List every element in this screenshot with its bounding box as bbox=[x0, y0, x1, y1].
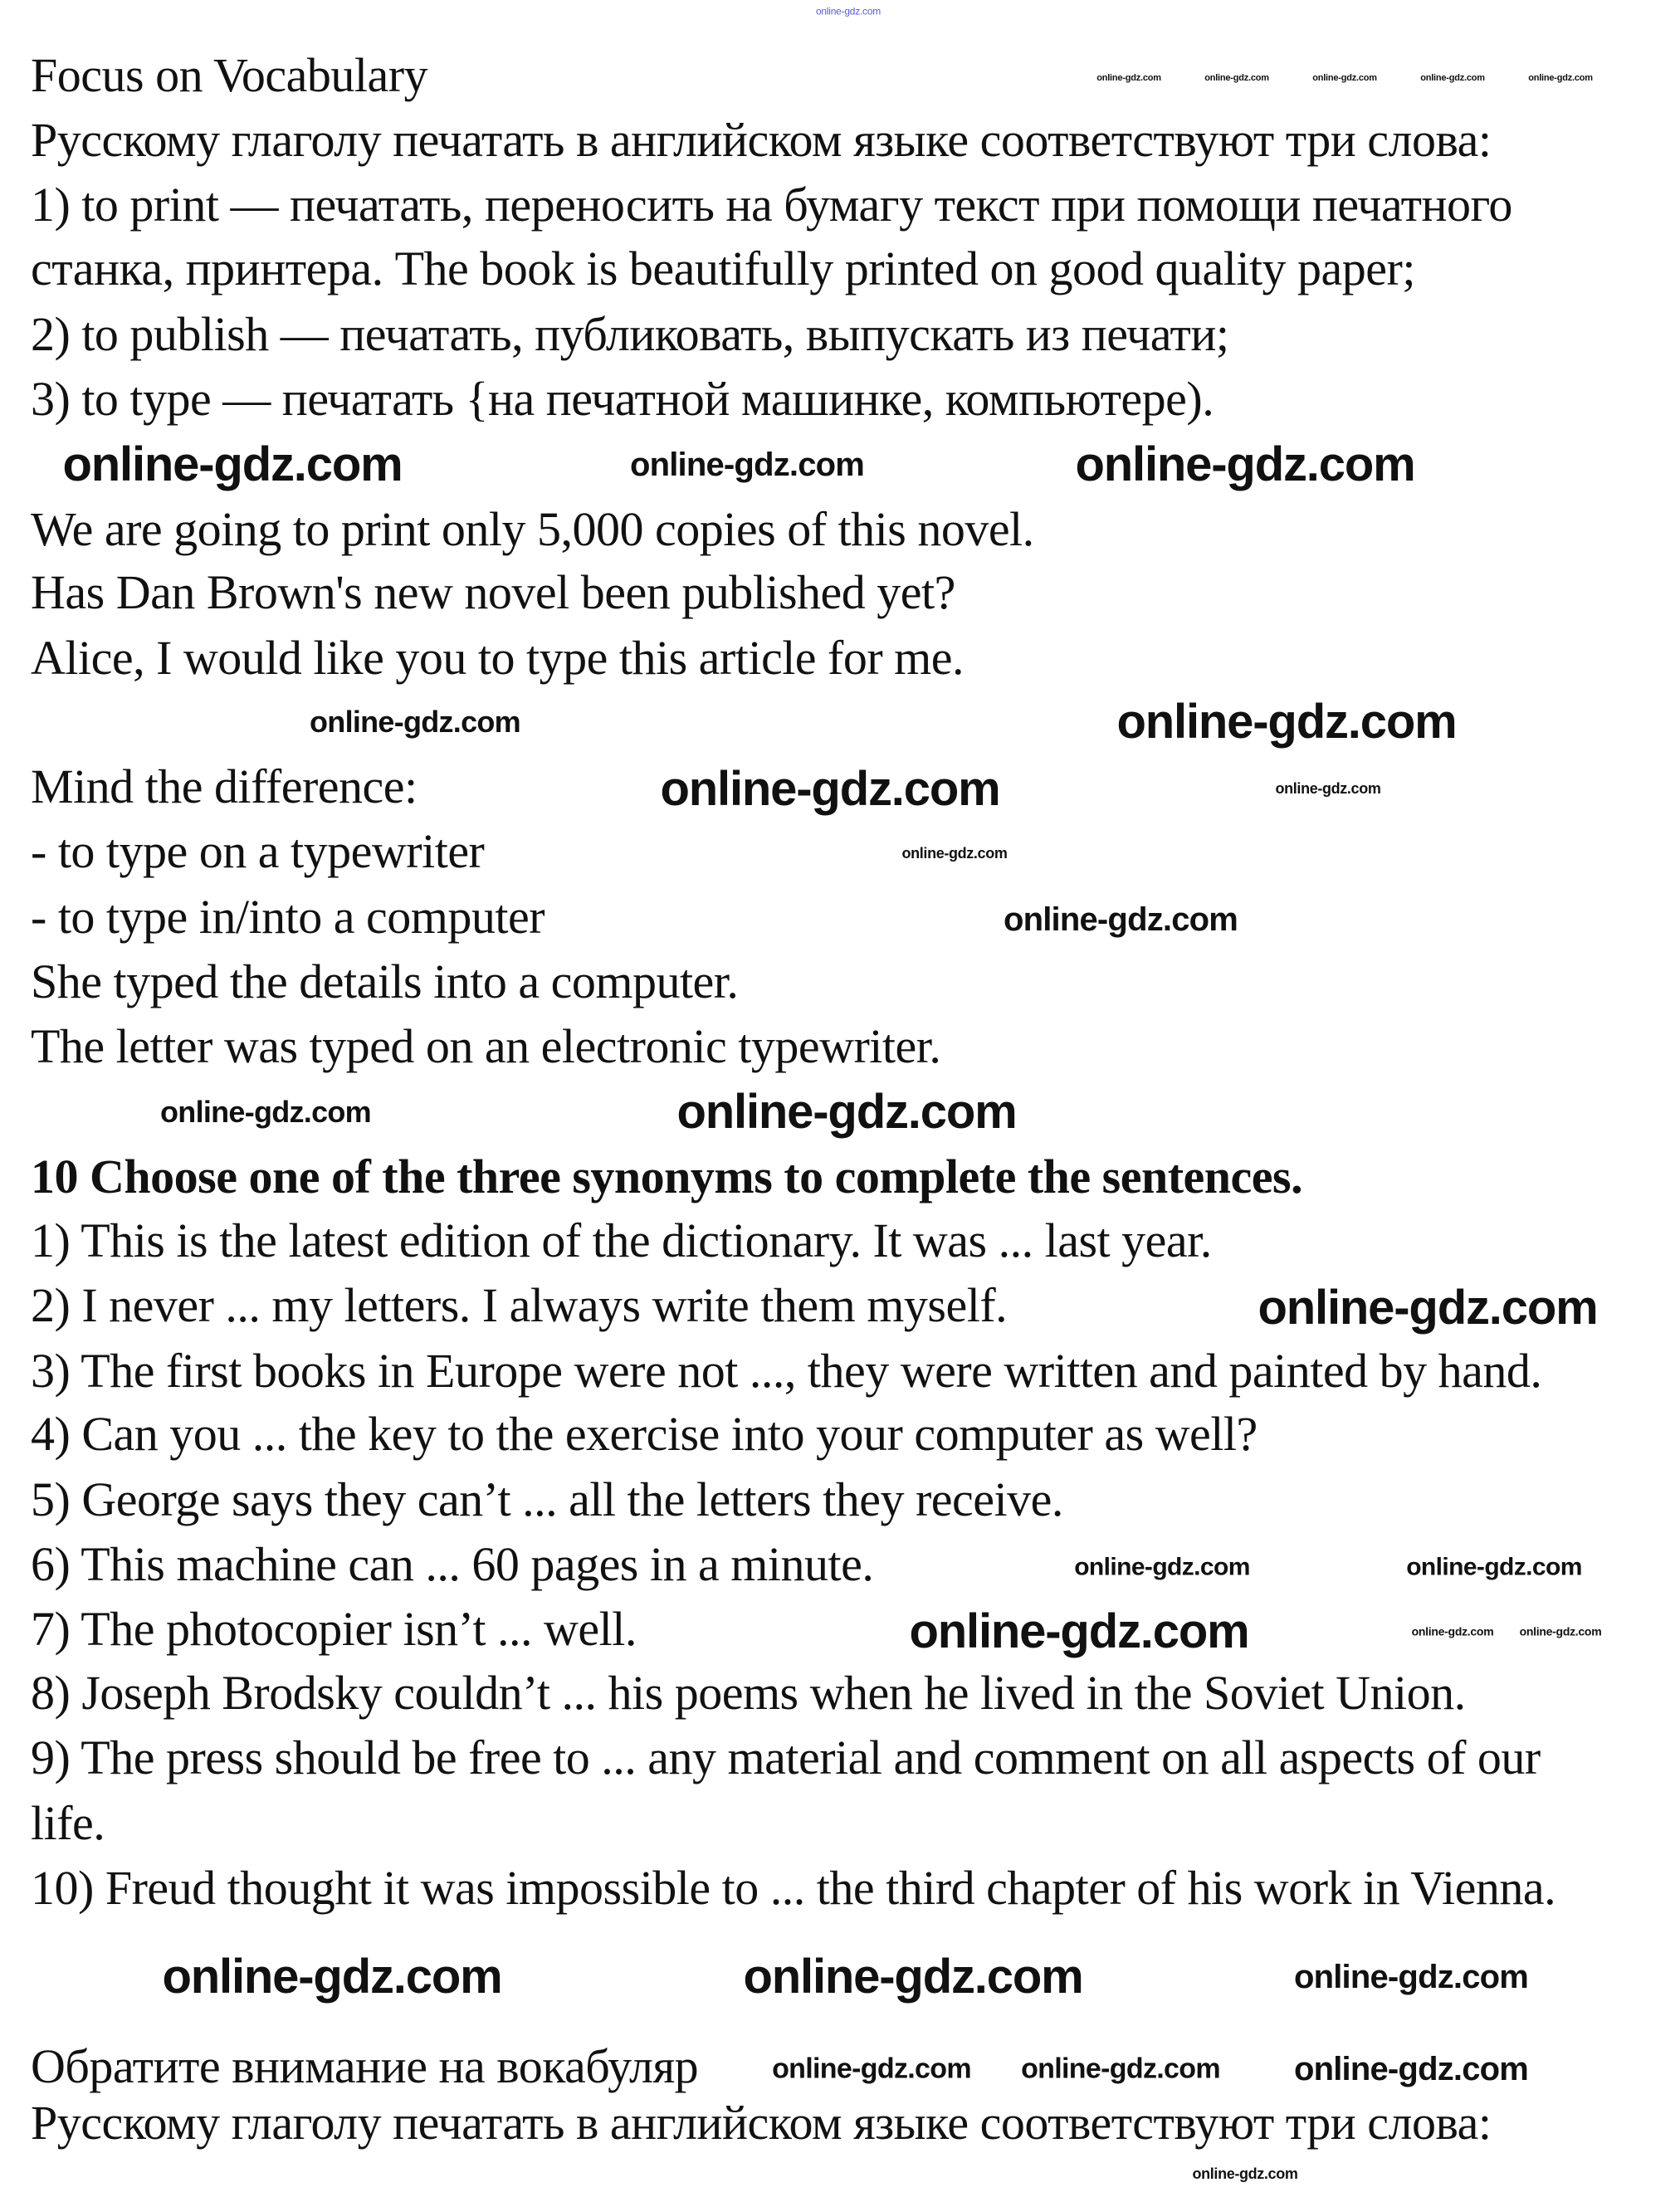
watermark: online-gdz.com bbox=[1312, 72, 1377, 83]
watermark: online-gdz.com bbox=[1528, 72, 1593, 83]
watermark: online-gdz.com bbox=[1293, 2051, 1529, 2087]
heading-focus-on-vocabulary: Focus on Vocabulary bbox=[31, 48, 428, 102]
definition-publish: 2) to publish — печатать, публиковать, выпускать из печати; bbox=[31, 307, 1229, 361]
example-3: Alice, I would like you to type this article for me. bbox=[31, 631, 965, 685]
watermark: online-gdz.com bbox=[815, 5, 882, 17]
watermark: online-gdz.com bbox=[1258, 1281, 1598, 1335]
exercise-title: 10 Choose one of the three synonyms to complete the sentences. bbox=[31, 1150, 1303, 1203]
difference-1: - to type on a typewriter bbox=[31, 824, 485, 878]
example-4: She typed the details into a computer. bbox=[31, 954, 739, 1008]
exercise-item-9-cont: life. bbox=[31, 1796, 105, 1850]
example-5: The letter was typed on an electronic typewriter. bbox=[31, 1019, 941, 1073]
definition-type: 3) to type — печатать {на печатной машинке, компьютере). bbox=[31, 372, 1214, 426]
intro-text: Русскому глаголу печатать в английском языке соответствуют три слова: bbox=[31, 113, 1492, 167]
watermark: online-gdz.com bbox=[1021, 2053, 1220, 2085]
definition-print: 1) to print — печатать, переносить на бумагу текст при помощи печатного bbox=[31, 178, 1512, 232]
watermark: online-gdz.com bbox=[1406, 1553, 1582, 1581]
mind-difference-heading: Mind the difference: bbox=[31, 759, 418, 813]
watermark: online-gdz.com bbox=[629, 447, 865, 483]
exercise-item-10: 10) Freud thought it was impossible to ... the third chapter of his work in Vienna. bbox=[31, 1861, 1556, 1915]
watermark: online-gdz.com bbox=[901, 845, 1008, 862]
watermark: online-gdz.com bbox=[1293, 1959, 1529, 1995]
translation-heading: Обратите внимание на вокабуляр bbox=[31, 2039, 699, 2093]
watermark: online-gdz.com bbox=[162, 1950, 502, 2004]
exercise-item-8: 8) Joseph Brodsky couldn’t ... his poems when he lived in the Soviet Union. bbox=[31, 1666, 1466, 1720]
example-1: We are going to print only 5,000 copies of this novel. bbox=[31, 502, 1034, 556]
watermark: online-gdz.com bbox=[1116, 695, 1457, 749]
watermark: online-gdz.com bbox=[1003, 901, 1238, 938]
watermark: online-gdz.com bbox=[772, 2053, 971, 2085]
example-2: Has Dan Brown's new novel been published yet? bbox=[31, 565, 955, 619]
watermark: online-gdz.com bbox=[676, 1085, 1017, 1140]
exercise-item-6: 6) This machine can ... 60 pages in a minute. bbox=[31, 1537, 874, 1591]
watermark: online-gdz.com bbox=[1074, 1553, 1250, 1581]
exercise-item-7: 7) The photocopier isn’t ... well. bbox=[31, 1602, 637, 1656]
definition-print-cont: станка, принтера. The book is beautifully printed on good quality paper; bbox=[31, 242, 1415, 295]
watermark: online-gdz.com bbox=[1204, 72, 1269, 83]
exercise-item-4: 4) Can you ... the key to the exercise into your computer as well? bbox=[31, 1407, 1258, 1461]
exercise-item-2: 2) I never ... my letters. I always write them myself. bbox=[31, 1278, 1008, 1332]
watermark: online-gdz.com bbox=[1411, 1624, 1494, 1638]
watermark: online-gdz.com bbox=[1519, 1624, 1602, 1638]
watermark: online-gdz.com bbox=[1075, 437, 1415, 492]
watermark: online-gdz.com bbox=[660, 762, 1000, 817]
watermark: online-gdz.com bbox=[1275, 780, 1381, 798]
difference-2: - to type in/into a computer bbox=[31, 890, 545, 944]
watermark: online-gdz.com bbox=[909, 1604, 1249, 1659]
exercise-item-9: 9) The press should be free to ... any material and comment on all aspects of our bbox=[31, 1731, 1541, 1784]
exercise-item-5: 5) George says they can’t ... all the letters they receive. bbox=[31, 1472, 1063, 1526]
watermark: online-gdz.com bbox=[1096, 72, 1161, 83]
watermark: online-gdz.com bbox=[310, 705, 520, 740]
exercise-item-1: 1) This is the latest edition of the dictionary. It was ... last year. bbox=[31, 1213, 1212, 1267]
watermark: online-gdz.com bbox=[62, 437, 403, 492]
watermark: online-gdz.com bbox=[1192, 2165, 1298, 2183]
watermark: online-gdz.com bbox=[1420, 72, 1485, 83]
watermark: online-gdz.com bbox=[743, 1950, 1083, 2004]
watermark: online-gdz.com bbox=[160, 1095, 371, 1130]
translation-intro: Русскому глаголу печатать в английском языке соответствуют три слова: bbox=[31, 2096, 1492, 2150]
exercise-item-3: 3) The first books in Europe were not ..., they were written and painted by hand. bbox=[31, 1344, 1542, 1398]
